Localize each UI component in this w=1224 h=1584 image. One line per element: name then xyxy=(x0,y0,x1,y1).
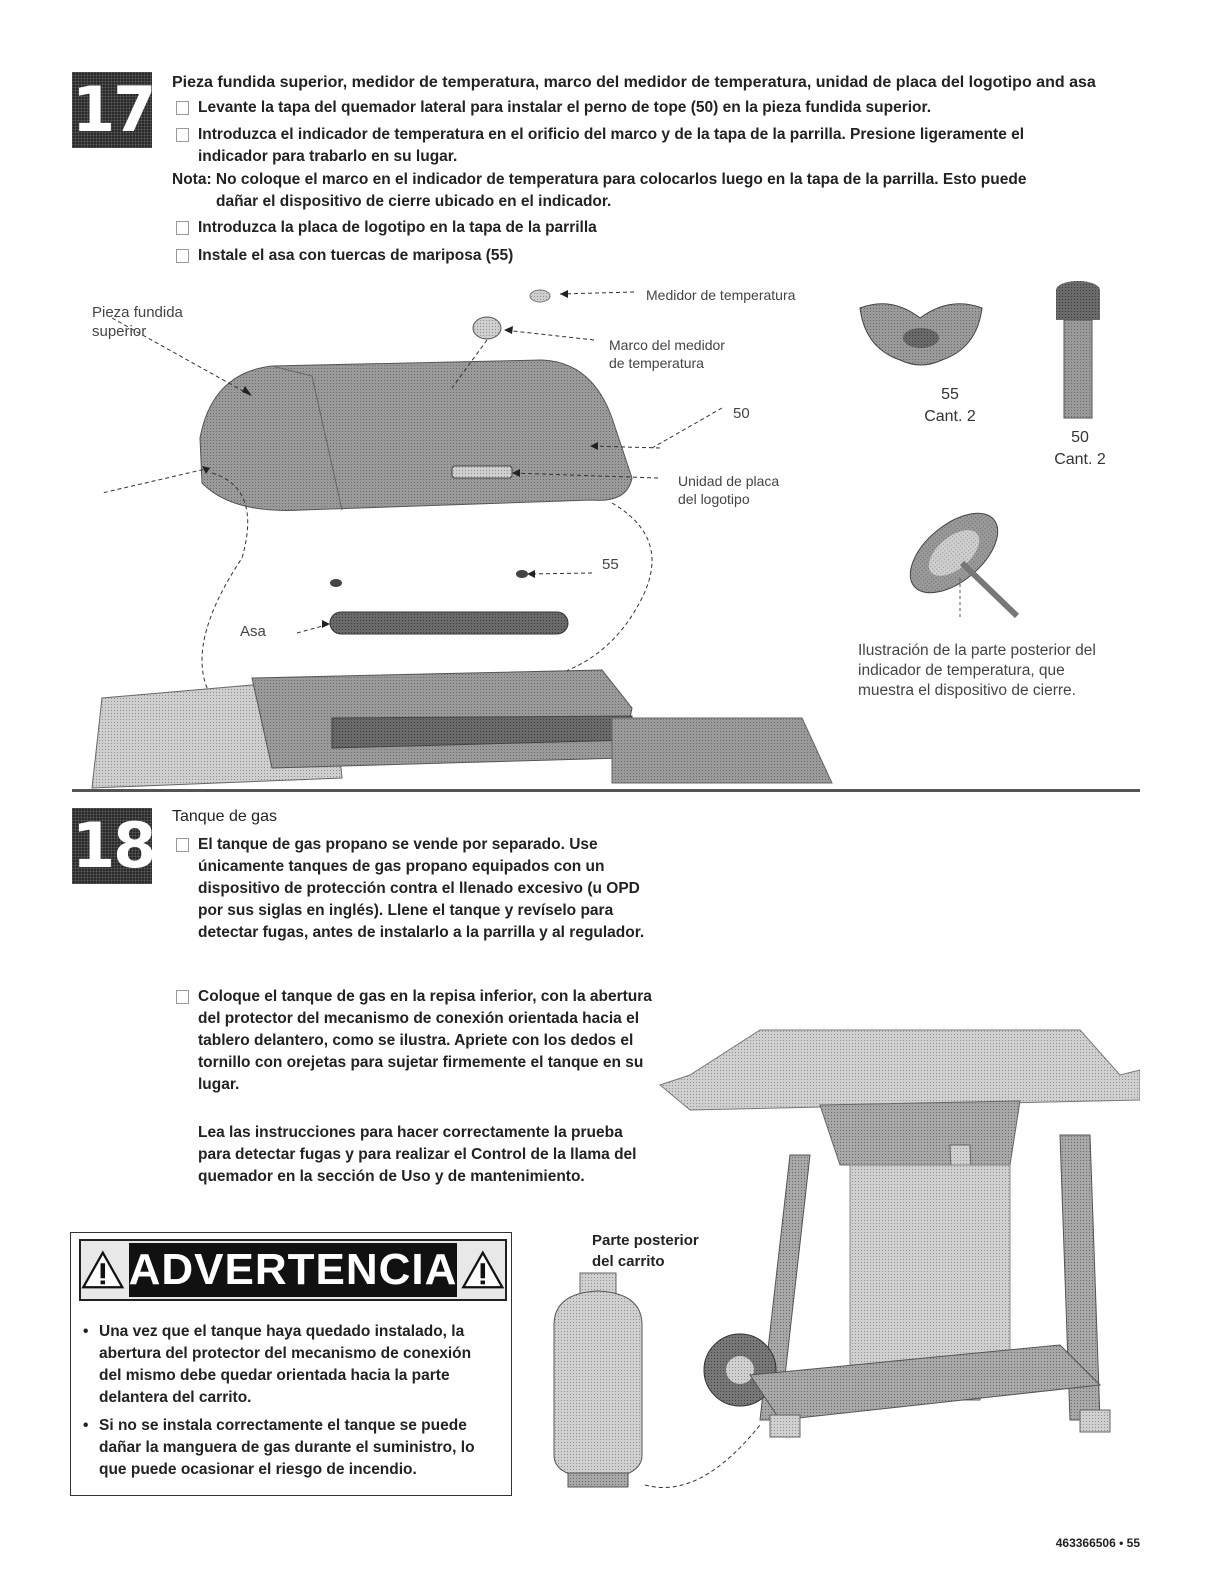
cart-back-label-2: del carrito xyxy=(592,1253,665,1270)
warning-header xyxy=(79,1239,507,1301)
checkbox[interactable] xyxy=(176,128,189,142)
warning-line: Si no se instala correctamente el tanque se puede xyxy=(99,1417,467,1434)
step18-para-c: quemador en la sección de Uso y de mantenimiento. xyxy=(198,1168,585,1185)
warning-box xyxy=(70,1232,512,1496)
step17-item-2b: indicador para trabarlo en su lugar. xyxy=(198,148,458,165)
step17-heading: Pieza fundida superior, medidor de temperatura, marco del medidor de temperatura, unidad de placa del logotipo and asa xyxy=(172,74,1096,91)
logo-plate xyxy=(452,466,512,478)
bolt-qty: Cant. 2 xyxy=(1054,451,1106,468)
wing-nut-small xyxy=(516,570,528,578)
step18-item-1c: dispositivo de protección contra el llenado excesivo (u OPD xyxy=(198,880,640,897)
step-number-18: 18 xyxy=(72,809,155,882)
label-unidad-placa-2: del logotipo xyxy=(678,491,750,507)
checkbox[interactable] xyxy=(176,221,189,235)
cart-back-label-1: Parte posterior xyxy=(592,1232,699,1249)
warning-item-2 xyxy=(83,1415,503,1481)
gauge-back-illustration xyxy=(896,498,1017,618)
step18-para-a: Lea las instrucciones para hacer correctamente la prueba xyxy=(198,1124,623,1141)
wing-nut-qty: Cant. 2 xyxy=(924,408,976,425)
bolt-number: 50 xyxy=(1071,429,1089,446)
warning-line: Una vez que el tanque haya quedado instalado, la xyxy=(99,1323,465,1340)
step17-item-1: Levante la tapa del quemador lateral para instalar el perno de tope (50) en la pieza fundida superior. xyxy=(198,99,932,116)
step18-item-1e: detectar fugas, antes de instalarlo a la parrilla y al regulador. xyxy=(198,924,645,941)
step18-item-2b: del protector del mecanismo de conexión orientada hacia el xyxy=(198,1010,640,1027)
label-medidor-temperatura: Medidor de temperatura xyxy=(646,287,796,303)
warning-line: delantera del carrito. xyxy=(99,1389,252,1406)
warning-triangle-icon xyxy=(81,1243,125,1297)
step17-note: Nota: No coloque el marco en el indicador de temperatura para colocarlos luego en la tapa de la parrilla. Esto puede xyxy=(172,171,1027,188)
checkbox[interactable] xyxy=(176,990,189,1004)
section-divider xyxy=(72,789,1140,792)
grill-lid-assembly-diagram xyxy=(72,278,1140,790)
warning-title: ADVERTENCIA xyxy=(129,1243,458,1297)
step18-item-2c: tablero delantero, como se ilustra. Apriete con los dedos el xyxy=(198,1032,634,1049)
label-unidad-placa: Unidad de placa xyxy=(678,473,780,489)
step-number-17: 17 xyxy=(72,73,155,146)
wing-nut-number: 55 xyxy=(941,386,959,403)
step18-para-b: para detectar fugas y para realizar el Control de la llama del xyxy=(198,1146,637,1163)
bullet: • xyxy=(83,1323,89,1340)
warning-triangle-icon xyxy=(461,1243,505,1297)
page-footer: 463366506 • 55 xyxy=(1055,1536,1140,1550)
label-asa: Asa xyxy=(240,623,266,640)
gauge-back-caption-3: muestra el dispositivo de cierre. xyxy=(858,682,1076,699)
gauge-back-caption-2: indicador de temperatura, que xyxy=(858,662,1065,679)
gauge-back-caption-1: Ilustración de la parte posterior del xyxy=(858,642,1096,659)
label-55: 55 xyxy=(602,556,619,573)
label-marco-medidor: Marco del medidor xyxy=(609,337,725,353)
checkbox[interactable] xyxy=(176,838,189,852)
label-marco-medidor-2: de temperatura xyxy=(609,355,704,371)
step17-item-3: Introduzca la placa de logotipo en la tapa de la parrilla xyxy=(198,219,597,236)
stop-bolt-part xyxy=(1056,281,1100,418)
checkbox[interactable] xyxy=(176,249,189,263)
step18-item-2a: Coloque el tanque de gas en la repisa inferior, con la abertura xyxy=(198,988,652,1005)
step17-item-2: Introduzca el indicador de temperatura en el orificio del marco y de la tapa de la parrilla. Presione ligeramente el xyxy=(198,126,1025,143)
step18-item-2e: lugar. xyxy=(198,1076,240,1093)
label-pieza-fundida: Pieza fundida xyxy=(92,304,183,321)
wing-nut-part xyxy=(860,304,982,365)
warning-line: que puede ocasionar el riesgo de incendio. xyxy=(99,1461,417,1478)
step18-item-1d: por sus siglas en inglés). Llene el tanque y revíselo para xyxy=(198,902,614,919)
propane-tank xyxy=(554,1273,642,1487)
warning-item-1 xyxy=(83,1321,503,1409)
label-50: 50 xyxy=(733,405,750,422)
checkbox[interactable] xyxy=(176,101,189,115)
step18-item-1b: únicamente tanques de gas propano equipados con un xyxy=(198,858,605,875)
step18-heading: Tanque de gas xyxy=(172,808,277,825)
wing-nut-small xyxy=(330,579,342,587)
bullet: • xyxy=(83,1417,89,1434)
warning-line: del mismo debe quedar orientada hacia la parte xyxy=(99,1367,450,1384)
step17-note-2: dañar el dispositivo de cierre ubicado en el indicador. xyxy=(216,193,612,210)
temperature-gauge xyxy=(530,290,550,302)
temperature-gauge-bezel xyxy=(473,317,501,339)
handle xyxy=(330,612,568,634)
warning-line: dañar la manguera de gas durante el suministro, lo xyxy=(99,1439,475,1456)
warning-line: abertura del protector del mecanismo de conexión xyxy=(99,1345,472,1362)
step18-item-2d: tornillo con orejetas para sujetar firmemente el tanque en su xyxy=(198,1054,644,1071)
grill-lid xyxy=(200,360,632,510)
label-pieza-fundida-2: superior xyxy=(92,323,147,340)
step18-item-1a: El tanque de gas propano se vende por separado. Use xyxy=(198,836,598,853)
step17-item-4: Instale el asa con tuercas de mariposa (55) xyxy=(198,247,514,264)
